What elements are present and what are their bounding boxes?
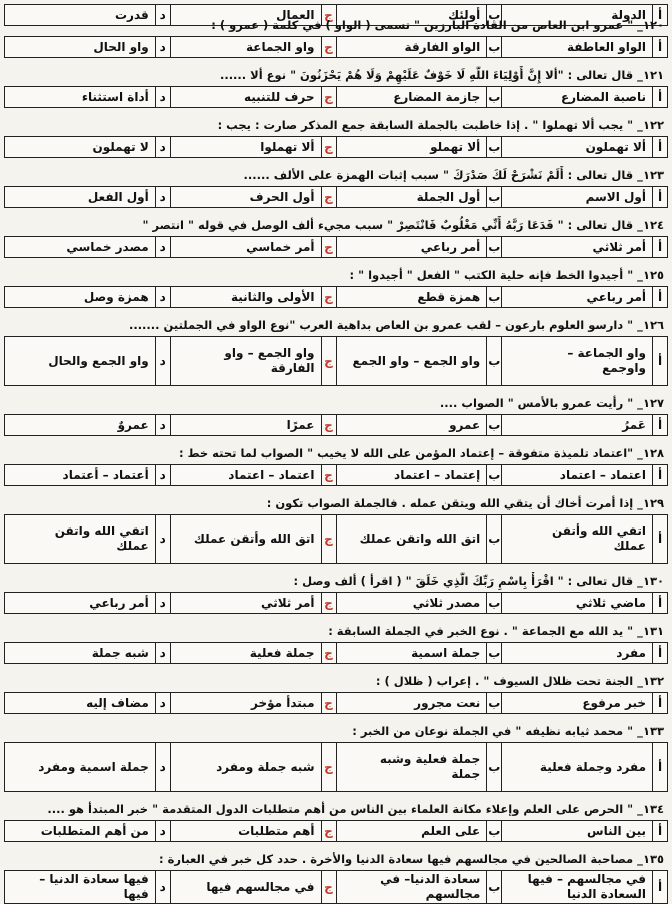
option-letter: ج	[321, 87, 336, 107]
option-text: أول الحرف	[249, 189, 315, 204]
option-text: جملة اسمية	[411, 645, 481, 660]
option-letter: ب	[486, 287, 501, 307]
question-text: ١٢٩_ إذا أمرت أخاك أن يتقي الله ويتقن عمله . فالجملة الصواب تكون :	[266, 496, 664, 510]
answer-option[interactable]	[336, 187, 502, 207]
option-letter: أ	[652, 693, 667, 713]
options-row	[4, 286, 668, 308]
option-text: ألا تهملو	[430, 139, 481, 154]
option-letter: أ	[652, 743, 667, 791]
question-text: ١٢٥_ " أجيدوا الخط فإنه حلية الكتب " الفعل " أجيدوا " :	[349, 268, 664, 282]
answer-option[interactable]	[501, 743, 667, 791]
option-text: جملة فعلية	[249, 645, 315, 660]
option-letter: ج	[321, 37, 336, 57]
option-text: من أهم المتطلبات	[40, 823, 149, 838]
answer-option[interactable]	[170, 237, 336, 257]
answer-option[interactable]	[170, 87, 336, 107]
answer-option[interactable]	[336, 37, 502, 57]
option-text: أول الفعل	[87, 189, 149, 204]
option-text: خبر مرفوع	[582, 695, 646, 710]
option-letter: د	[155, 415, 170, 435]
option-letter: ب	[486, 5, 501, 25]
option-text: نعت مجرور	[414, 695, 481, 710]
option-text: اتق الله واتقن عملك	[359, 531, 481, 546]
options-row	[4, 642, 668, 664]
option-letter: د	[155, 465, 170, 485]
option-text: ألا تهملون	[585, 139, 646, 154]
answer-option[interactable]	[5, 37, 170, 57]
answer-option[interactable]	[170, 743, 336, 791]
option-letter: أ	[652, 871, 667, 903]
option-letter: ب	[486, 871, 501, 903]
option-letter: ب	[486, 593, 501, 613]
option-letter: ب	[486, 337, 501, 385]
options-row	[4, 236, 668, 258]
option-text: أعتماد – أعتماد	[62, 467, 149, 482]
answer-option[interactable]	[336, 821, 502, 841]
answer-option[interactable]	[5, 821, 170, 841]
option-text: سعادة الدنيا– في مجالسهم	[380, 872, 481, 901]
question-text: ١٢٢_ " يجب ألا تهملوا " . إذا خاطبت بالجملة السابقة جمع المذكر صارت : يجب :	[217, 118, 664, 132]
answer-option[interactable]	[501, 137, 667, 157]
option-text: ماضي ثلاثي	[575, 595, 646, 610]
question-text: ١٢٨_ "اعتماد تلميذة متفوقة – إعتماد المؤمن على الله لا يخيب " الصواب لما تحته خط :	[178, 446, 664, 460]
question-text: ١٣١_ " يد الله مع الجماعة " . نوع الخبر في الجملة السابقة :	[328, 624, 664, 638]
answer-option[interactable]	[501, 515, 667, 563]
answer-option[interactable]	[170, 465, 336, 485]
options-row	[4, 414, 668, 436]
option-letter: ب	[486, 515, 501, 563]
option-letter: ج	[321, 743, 336, 791]
option-letter: ج	[321, 871, 336, 903]
option-text: همزة قطع	[417, 289, 481, 304]
options-row	[4, 36, 668, 58]
answer-option[interactable]	[336, 137, 502, 157]
answer-option[interactable]	[336, 871, 502, 903]
answer-option[interactable]	[5, 871, 170, 903]
option-text: أول الاسم	[585, 189, 646, 204]
answer-option[interactable]	[501, 87, 667, 107]
answer-option[interactable]	[170, 693, 336, 713]
option-letter: د	[155, 515, 170, 563]
option-letter: أ	[652, 515, 667, 563]
option-letter: أ	[652, 415, 667, 435]
option-letter: د	[155, 821, 170, 841]
question-text: ١٢١_ قال تعالى : "ألا إِنَّ أَوْلِيَاءَ اللَّهِ لَا خَوْفٌ عَلَيْهِمْ وَلَا هُمْ يَحْزَنُونَ " نوع ألا ......	[219, 68, 664, 82]
option-letter: ب	[486, 237, 501, 257]
question-text: ١٢٣_ قال تعالى : أَلَمْ نَشْرَحْ لَكَ صَدْرَكَ " سبب إثبات الهمزة على الألف ......	[243, 168, 664, 182]
options-row	[4, 464, 668, 486]
options-row	[4, 136, 668, 158]
question-text: ١٣٤_ " الحرص على العلم وإعلاء مكانة العلماء بين الناس من أهم متطلبات الدول المتقدمة " خبر المبتدأ هو ....	[47, 802, 664, 816]
question-text: ١٢٦_ " دارسو العلوم بارعون – لقب عمرو بن العاص بداهية العرب "نوع الواو في الجملتين .......	[128, 318, 664, 332]
option-text: أمر رباعي	[89, 595, 149, 610]
answer-option[interactable]	[501, 643, 667, 663]
option-text: مبتدأ مؤخر	[250, 695, 315, 710]
answer-option[interactable]	[5, 515, 170, 563]
option-letter: أ	[652, 187, 667, 207]
option-letter: ج	[321, 5, 336, 25]
option-letter: د	[155, 743, 170, 791]
option-text: شبه جملة ومفرد	[216, 759, 315, 774]
option-letter: ب	[486, 415, 501, 435]
question-text: ١٣٥_ مصاحبة الصالحين في مجالسهم فيها سعادة الدنيا والأخرة . حدد كل خبر في العبارة :	[159, 852, 664, 866]
option-letter: ج	[321, 643, 336, 663]
option-letter: أ	[652, 465, 667, 485]
option-text: اتق الله وأتقن عملك	[193, 531, 315, 546]
option-letter: د	[155, 871, 170, 903]
option-letter: ب	[486, 87, 501, 107]
answer-option[interactable]	[170, 415, 336, 435]
option-text: في مجالسهم فيها	[206, 879, 315, 894]
option-letter: د	[155, 137, 170, 157]
option-letter: أ	[652, 87, 667, 107]
answer-option[interactable]	[170, 137, 336, 157]
option-text: أهم متطلبات	[238, 823, 315, 838]
option-text: لا تهملون	[92, 139, 149, 154]
option-letter: ج	[321, 465, 336, 485]
option-text: أمر ثلاثي	[261, 595, 315, 610]
option-letter: أ	[652, 37, 667, 57]
option-text: الدولة	[611, 7, 646, 22]
option-text: أداة استثناء	[81, 89, 149, 104]
option-letter: د	[155, 237, 170, 257]
question-text: ١٣٢_ الجنة تحت ظلال السيوف " . إعراب ( ظلال ) :	[375, 674, 664, 688]
question-text: ١٢٠_ " عمرو ابن العاص من القادة البارزين " تسمى ( الواو ) في كلمة ( عمرو ) :	[211, 18, 664, 32]
option-letter: أ	[652, 643, 667, 663]
option-text: واو الجمع – واو الجمع	[352, 353, 481, 368]
answer-option[interactable]	[336, 287, 502, 307]
option-letter: ب	[486, 137, 501, 157]
option-text: واو الحال	[93, 39, 149, 54]
answer-option[interactable]	[501, 237, 667, 257]
option-text: مفرد وجملة فعلية	[539, 759, 646, 774]
option-text: مصدر ثلاثي	[412, 595, 481, 610]
option-text: اتقي الله وأتقن عملك	[551, 524, 646, 553]
answer-option[interactable]	[170, 187, 336, 207]
answer-option[interactable]	[501, 187, 667, 207]
answer-option[interactable]	[5, 237, 170, 257]
option-letter: ج	[321, 415, 336, 435]
option-text: الأولى والثانية	[231, 289, 315, 304]
option-letter: د	[155, 593, 170, 613]
option-letter: ب	[486, 743, 501, 791]
option-letter: د	[155, 37, 170, 57]
option-text: على العلم	[421, 823, 481, 838]
option-letter: ج	[321, 187, 336, 207]
option-letter: د	[155, 337, 170, 385]
option-text: مفرد	[616, 645, 646, 660]
option-text: قدرت	[114, 7, 149, 22]
answer-option[interactable]	[170, 287, 336, 307]
option-text: اعتماد – اعتماد	[559, 467, 646, 482]
option-letter: ب	[486, 465, 501, 485]
answer-option[interactable]	[501, 465, 667, 485]
option-letter: ج	[321, 337, 336, 385]
answer-option[interactable]	[5, 187, 170, 207]
option-text: عمروٌ	[117, 417, 149, 432]
option-text: أول الجملة	[416, 189, 481, 204]
answer-option[interactable]	[170, 871, 336, 903]
option-text: اتقي الله واتقن عملك	[54, 524, 149, 553]
option-letter: ج	[321, 237, 336, 257]
options-row	[4, 592, 668, 614]
question-text: ١٢٧_ " رأيت عمرو بالأمس " الصواب ....	[439, 396, 664, 410]
answer-option[interactable]	[5, 415, 170, 435]
answer-option[interactable]	[336, 337, 502, 385]
answer-option[interactable]	[501, 871, 667, 903]
options-row	[4, 86, 668, 108]
answer-option[interactable]	[5, 743, 170, 791]
answer-option[interactable]	[170, 821, 336, 841]
answer-option[interactable]	[336, 693, 502, 713]
answer-option[interactable]	[5, 87, 170, 107]
answer-option[interactable]	[336, 743, 502, 791]
option-text: مضاف إليه	[86, 695, 149, 710]
option-text: جازمة المضارع	[393, 89, 481, 104]
answer-option[interactable]	[336, 515, 502, 563]
option-letter: أ	[652, 137, 667, 157]
option-letter: أ	[652, 593, 667, 613]
option-letter: ج	[321, 593, 336, 613]
option-letter: ج	[321, 137, 336, 157]
answer-option[interactable]	[170, 515, 336, 563]
answer-option[interactable]	[170, 643, 336, 663]
option-text: مصدر خماسي	[66, 239, 149, 254]
option-letter: ج	[321, 287, 336, 307]
option-letter: ج	[321, 693, 336, 713]
answer-option[interactable]	[336, 415, 502, 435]
option-text: عمرًا	[286, 417, 315, 432]
option-text: فيها سعادة الدنيا – فيها	[39, 872, 149, 901]
option-text: ألا تهملوا	[260, 139, 315, 154]
option-text: أمر ثلاثي	[592, 239, 646, 254]
options-row	[4, 820, 668, 842]
option-text: همزة وصل	[83, 289, 149, 304]
option-text: جملة اسمية ومفرد	[38, 759, 149, 774]
option-letter: ب	[486, 37, 501, 57]
option-letter: أ	[652, 821, 667, 841]
option-text: حرف للتنبيه	[243, 89, 315, 104]
option-text: ناصبة المضارع	[560, 89, 646, 104]
option-letter: د	[155, 5, 170, 25]
option-text: عَمرُ	[622, 417, 646, 432]
options-row	[4, 742, 668, 792]
answer-option[interactable]	[501, 593, 667, 613]
answer-option[interactable]	[501, 693, 667, 713]
answer-option[interactable]	[336, 237, 502, 257]
option-letter: أ	[652, 337, 667, 385]
option-text: أمر خماسي	[246, 239, 315, 254]
option-text: واو الجماعة – واوجمع	[567, 346, 646, 375]
option-letter: أ	[652, 5, 667, 25]
question-text: ١٣٣_ " محمد ثيابه نظيفه " في الجملة نوعان من الخبر :	[352, 724, 664, 738]
option-letter: ب	[486, 821, 501, 841]
option-letter: د	[155, 693, 170, 713]
option-letter: ب	[486, 187, 501, 207]
options-row	[4, 186, 668, 208]
option-letter: أ	[652, 237, 667, 257]
option-text: إعتماد – اعتماد	[394, 467, 481, 482]
option-text: اعتماد – اعتماد	[228, 467, 315, 482]
answer-option[interactable]	[5, 465, 170, 485]
option-letter: د	[155, 87, 170, 107]
answer-option[interactable]	[5, 643, 170, 663]
option-text: الواو العاطفة	[566, 39, 646, 54]
answer-option[interactable]	[501, 337, 667, 385]
option-text: أمر رباعي	[420, 239, 481, 254]
answer-option[interactable]	[501, 415, 667, 435]
option-text: واو الجمع والحال	[48, 353, 149, 368]
answer-option[interactable]	[336, 87, 502, 107]
option-letter: أ	[652, 287, 667, 307]
option-text: العمال	[276, 7, 315, 22]
option-text: واو الجماعة	[245, 39, 315, 54]
option-letter: ب	[486, 643, 501, 663]
option-letter: د	[155, 287, 170, 307]
options-row	[4, 514, 668, 564]
options-row	[4, 692, 668, 714]
options-row	[4, 336, 668, 386]
answer-option[interactable]	[501, 37, 667, 57]
option-letter: د	[155, 187, 170, 207]
option-letter: ب	[486, 693, 501, 713]
option-text: واو الجمع – واو الفارقة	[224, 346, 315, 375]
option-text: أولئك	[448, 7, 481, 22]
answer-option[interactable]	[5, 137, 170, 157]
option-letter: ج	[321, 821, 336, 841]
answer-option[interactable]	[5, 593, 170, 613]
answer-option[interactable]	[170, 593, 336, 613]
answer-option[interactable]	[5, 693, 170, 713]
options-row	[4, 870, 668, 904]
question-text: ١٣٠_ قال تعالى : " اقْرَأْ بِاسْمِ رَبِّكَ الَّذِي خَلَقَ " ( اقرأ ) ألف وصل :	[293, 574, 664, 588]
answer-option[interactable]	[336, 465, 502, 485]
answer-option[interactable]	[336, 593, 502, 613]
answer-option[interactable]	[5, 287, 170, 307]
option-text: عمرو	[449, 417, 481, 432]
option-text: شبه جملة	[91, 645, 149, 660]
answer-option[interactable]	[501, 287, 667, 307]
option-letter: د	[155, 643, 170, 663]
question-text: ١٢٤_ قال تعالى : " فَدَعَا رَبَّهُ أَنِّي مَغْلُوبٌ فَانْتَصِرْ " سبب مجيء ألف الوصل في قوله " انتصر "	[142, 218, 664, 232]
answer-option[interactable]	[170, 337, 336, 385]
option-text: بين الناس	[587, 823, 646, 838]
answer-option[interactable]	[501, 821, 667, 841]
option-text: الواو الفارقة	[404, 39, 481, 54]
answer-option[interactable]	[336, 643, 502, 663]
option-text: جملة فعلية وشبه جملة	[379, 752, 481, 781]
option-letter: ج	[321, 515, 336, 563]
option-text: أمر رباعي	[586, 289, 646, 304]
answer-option[interactable]	[170, 37, 336, 57]
answer-option[interactable]	[5, 337, 170, 385]
option-text: في مجالسهم – فيها السعادة الدنيا	[527, 872, 646, 901]
